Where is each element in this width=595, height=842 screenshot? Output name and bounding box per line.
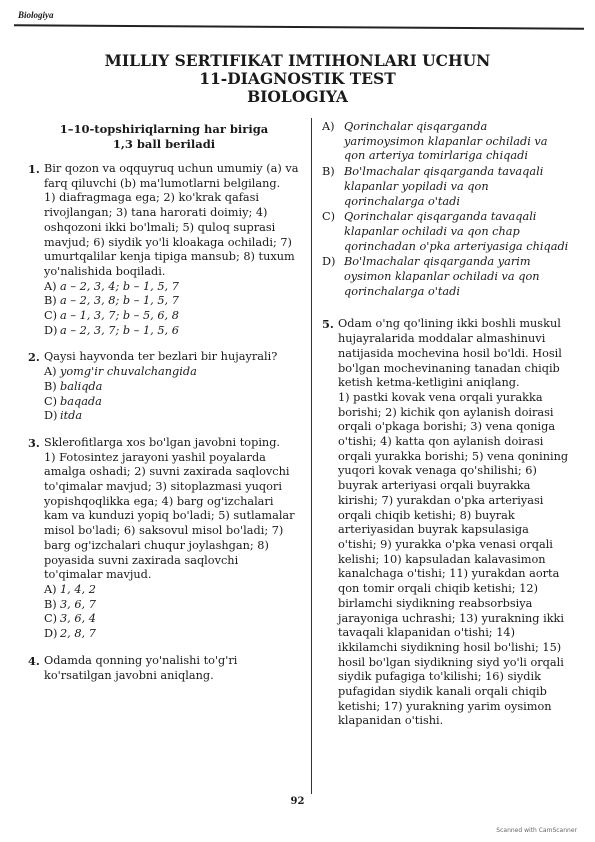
question-4-options: [322, 120, 570, 299]
question-text: Sklerofitlarga xos bo'lgan javobni toping.: [44, 435, 281, 449]
option-text: yomg'ir chuvalchangida: [60, 365, 197, 379]
question-number: 3.: [28, 435, 40, 450]
option-letter: D): [44, 409, 58, 423]
right-column: [322, 120, 570, 741]
question-1: [28, 162, 300, 338]
option-text: a – 2, 3, 8; b – 1, 5, 7: [60, 294, 179, 308]
section-heading: [28, 122, 300, 152]
option-text: a – 1, 3, 7; b – 5, 6, 8: [60, 309, 179, 323]
answer-option-b[interactable]: [322, 165, 570, 209]
option-text: baqada: [60, 394, 102, 408]
option-letter: A): [44, 582, 57, 596]
option-letter: D): [44, 323, 58, 337]
header-rule: [14, 24, 584, 29]
question-text: Odam o'ng qo'lining ikki boshli muskul hujayralarida moddalar almashinuvi natijasida mochevina hosil bo'ldi. Hosil bo'lgan mochevinaning tanadan chiqib ketish ketma-ketligini aniqlang.: [338, 317, 562, 390]
answer-option-c[interactable]: [44, 309, 300, 324]
question-body: 1) diafragmaga ega; 2) ko'krak qafasi rivojlangan; 3) tana harorati doimiy; 4) oshqozoni ikki bo'lmali; 5) quloq suprasi mavjud; 6) siydik yo'li kloakaga ochiladi; 7) umurtqalilar kenja tipiga mansub; 8) tuxum yo'nalishida boqiladi.: [44, 191, 295, 278]
scanner-watermark: Scanned with CamScanner: [496, 827, 577, 834]
option-text: Qorinchalar qisqarganda yarimoysimon klapanlar ochiladi va qon arteriya tomirlariga chiqadi: [344, 120, 548, 163]
option-letter: B): [44, 379, 57, 393]
question-number: 2.: [28, 350, 40, 365]
question-5: [322, 317, 570, 729]
option-text: 2, 8, 7: [60, 627, 96, 641]
option-text: a – 2, 3, 4; b – 1, 5, 7: [60, 279, 179, 293]
section-heading-line-2: 1,3 ball beriladi: [112, 137, 216, 151]
answer-option-c[interactable]: [44, 612, 300, 627]
answer-option-a[interactable]: [322, 120, 570, 164]
left-column: [28, 120, 300, 695]
option-text: baliqda: [60, 379, 103, 393]
option-letter: B): [44, 597, 57, 611]
question-number: 5.: [322, 317, 334, 332]
option-text: 3, 6, 7: [60, 597, 96, 611]
question-4: [28, 654, 300, 683]
option-letter: C): [44, 394, 58, 408]
question-text: Odamda qonning yo'nalishi to'g'ri ko'rsatilgan javobni aniqlang.: [44, 653, 238, 682]
option-text: Qorinchalar qisqarganda tavaqali klapanlar ochiladi va qon chap qorinchadan o'pka arteriyasiga chiqadi: [344, 210, 569, 253]
question-text: Bir qozon va oqquyruq uchun umumiy (a) va farq qiluvchi (b) ma'lumotlarni belgilang.: [44, 162, 299, 190]
option-text: itda: [60, 409, 83, 423]
question-3: [28, 436, 300, 642]
answer-option-d[interactable]: [44, 324, 300, 339]
answer-option-b[interactable]: [44, 294, 300, 309]
answer-option-d[interactable]: [44, 409, 300, 424]
option-text: 1, 4, 2: [60, 582, 96, 596]
answer-option-d[interactable]: [44, 627, 300, 642]
answer-option-d[interactable]: [322, 255, 570, 299]
option-letter: D): [44, 627, 58, 641]
option-text: Bo'lmachalar qisqarganda yarim oysimon klapanlar ochiladi va qon qorinchalarga o'tadi: [344, 255, 540, 298]
answer-option-c[interactable]: [44, 395, 300, 410]
option-text: 3, 6, 4: [60, 612, 96, 626]
option-letter: A): [44, 365, 57, 379]
answer-option-a[interactable]: [44, 583, 300, 598]
question-2: [28, 350, 300, 424]
answer-option-a[interactable]: [44, 280, 300, 295]
option-letter: A): [44, 279, 57, 293]
option-letter: B): [322, 165, 335, 179]
option-letter: D): [322, 255, 336, 269]
column-divider: [311, 118, 312, 794]
answer-option-a[interactable]: [44, 365, 300, 380]
question-text: Qaysi hayvonda ter bezlari bir hujayrali?: [44, 350, 278, 364]
answer-option-b[interactable]: [44, 598, 300, 613]
page-number: 92: [290, 796, 305, 807]
option-letter: C): [44, 309, 58, 323]
answer-option-b[interactable]: [44, 380, 300, 395]
running-head: Biologiya: [18, 10, 54, 20]
section-heading-line-1: 1–10-topshiriqlarning har biriga: [59, 122, 269, 136]
option-letter: C): [44, 612, 58, 626]
option-letter: B): [44, 294, 57, 308]
question-body: 1) Fotosintez jarayoni yashil poyalarda amalga oshadi; 2) suvni zaxirada saqlovchi to'qimalar mavjud; 3) sitoplazmasi yuqori yopishqoqlikka ega; 4) barg og'izchalari kam va kunduzi yopiq bo'ladi; 5) sutlamalar misol bo'ladi; 6) saksovul misol bo'ladi; 7) barg og'izchalari chuqur joylashgan; 8) poyasida suvni zaxirada saqlovchi to'qimalar mavjud.: [44, 450, 295, 582]
question-number: 1.: [28, 162, 40, 176]
option-letter: A): [322, 120, 335, 133]
option-text: a – 2, 3, 7; b – 1, 5, 6: [60, 323, 179, 337]
title-line-1: MILLIY SERTIFIKAT IMTIHONLARI UCHUN: [104, 51, 491, 70]
title-line-3: BIOLOGIYA: [247, 87, 348, 106]
page-title-block: [0, 52, 595, 106]
option-letter: C): [322, 210, 336, 224]
answer-option-c[interactable]: [322, 210, 570, 254]
question-number: 4.: [28, 653, 40, 668]
option-text: Bo'lmachalar qisqarganda tavaqali klapanlar yopiladi va qon qorinchalarga o'tadi: [344, 165, 544, 208]
question-body: 1) pastki kovak vena orqali yurakka borishi; 2) kichik qon aylanish doirasi orqali o'pkaga borishi; 3) vena qoniga o'tishi; 4) katta qon aylanish doirasi orqali yurakka borishi; 5) vena qonining yuqori kovak venaga qo'shilishi; 6) buyrak arteriyasi orqali buyrakka kirishi; 7) yurakdan o'pka arteriyasi orqali chiqib ketishi; 8) buyrak arteriyasidan buyrak kapsulasiga o'tishi; 9) yurakka o'pka venasi orqali kelishi; 10) kapsuladan kalavasimon kanalchaga o'tishi; 11) yurakdan aorta qon tomir orqali chiqib ketishi; 12) birlamchi siydikning reabsorbsiya jarayoniga uchrashi; 13) yurakning ikki tavaqali klapanidan o'tishi; 14) ikkilamchi siydikning hosil bo'lishi; 15) hosil bo'lgan siydikning siyd yo'li orqali siydik pufagiga to'kilishi; 16) siydik pufagidan siydik kanali orqali chiqib ketishi; 17) yurakning yarim oysimon klapanidan o'tishi.: [338, 390, 569, 728]
title-line-2: 11-DIAGNOSTIK TEST: [199, 69, 396, 88]
